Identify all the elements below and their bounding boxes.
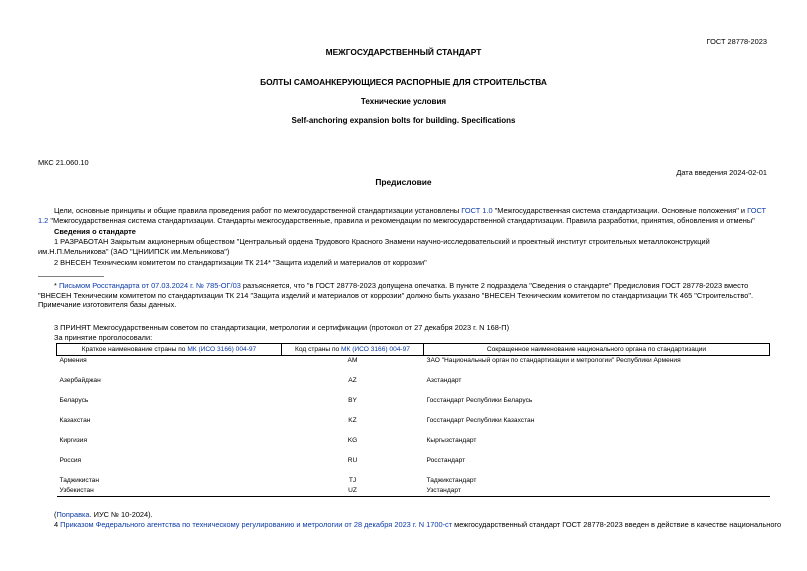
country-cell: Армения (59, 357, 87, 364)
gost-1-2-link[interactable]: ГОСТ 1.2 (38, 206, 767, 225)
footnote-star: * (54, 281, 59, 290)
column-header-standards-body: Сокращенное наименование национального органа по стандартизации (424, 344, 770, 356)
standards-body-cell: ЗАО "Национальный орган по стандартизации и метрологии" Республики Армения (426, 357, 681, 364)
mk-iso-link[interactable]: МК (ИСО 3166) 004-97 (341, 346, 410, 353)
rosstandart-letter-link[interactable]: Письмом Росстандарта от 07.03.2024 г. № 785-ОГ/03 (58, 281, 241, 290)
country-cell: Казахстан (59, 417, 91, 424)
table-row (57, 416, 770, 436)
code-cell: BY (348, 397, 357, 404)
standards-body-cell: Росстандарт (426, 457, 466, 464)
p1-text-b: "Межгосударственная система стандартизации. Основные положения" и (492, 206, 748, 215)
column-header-country: Краткое наименование страны по МК (ИСО 3166) 004-97 (57, 344, 282, 356)
item-2-submitted: 2 ВНЕСЕН Техническим комитетом по стандартизации ТК 214* "Защита изделий и материалов от коррозии" (54, 258, 427, 267)
table-row (57, 396, 770, 416)
standards-body-cell: Госстандарт Республики Беларусь (426, 397, 533, 404)
table-row (57, 476, 770, 486)
voted-label: За принятие проголосовали: (54, 333, 153, 342)
paragraph-principles (38, 206, 770, 225)
document-title: БОЛТЫ САМОАНКЕРУЮЩИЕСЯ РАСПОРНЫЕ ДЛЯ СТРОИТЕЛЬСТВА (260, 77, 547, 87)
introduction-date: Дата введения 2024-02-01 (676, 168, 767, 177)
table-header-row (57, 344, 770, 356)
table-row (57, 456, 770, 476)
amendment-note (38, 510, 786, 520)
code-cell: AM (347, 357, 358, 364)
document-subtitle: Технические условия (360, 97, 447, 106)
country-cell: Таджикистан (59, 477, 99, 484)
footnote-text: разъясняется, что "в ГОСТ 28778-2023 допущена опечатка. В пункте 2 подраздела "Сведения о стандарте" Предисловия ГОСТ 28778-2023 вместо "ВНЕСЕН Техническим комитетом по стандартизации ТК 214 "Защита изделий и материалов от коррозии" должно быть указано "ВНЕСЕН Техническим комитетом по стандартизации ТК 465 "Строительство". Примечание изготовителя базы данных. (38, 281, 753, 310)
standards-body-cell: Азстандарт (426, 377, 462, 384)
rosstandart-order-link[interactable]: Приказом Федерального агентства по техническому регулированию и метрологии от 28 декабря 2023 г. N 1700-ст (60, 520, 453, 529)
country-cell: Киргизия (59, 437, 88, 444)
country-cell: Узбекистан (57, 486, 282, 497)
country-cell: Беларусь (59, 397, 89, 404)
mk-iso-link[interactable]: МК (ИСО 3166) 004-97 (187, 346, 257, 353)
standards-body-cell: Госстандарт Республики Казахстан (426, 417, 535, 424)
item-4-order (38, 520, 786, 530)
amendment-link[interactable]: Поправка (56, 510, 90, 519)
code-cell: AZ (348, 377, 357, 384)
item-1-developed: 1 РАЗРАБОТАН Закрытым акционерным обществом "Центральный ордена Трудового Красного Знамени научно-исследовательский и проектный институт строительных металлоконструкций им.Н.П.Мельникова" (ЗАО "ЦНИИПСК им.Мельникова") (38, 237, 710, 256)
gost-1-0-link[interactable]: ГОСТ 1.0 (461, 206, 493, 215)
standards-body-cell: Кыргызстандарт (426, 437, 477, 444)
column-header-code: Код страны по МК (ИСО 3166) 004-97 (282, 344, 424, 356)
code-cell: UZ (282, 486, 424, 497)
amendment-open-paren: ( (54, 510, 57, 519)
code-cell: RU (347, 457, 358, 464)
country-cell: Азербайджан (59, 377, 101, 384)
item-4-text: межгосударственный стандарт ГОСТ 28778-2023 введен в действие в качестве национального (452, 520, 782, 529)
code-cell: TJ (348, 477, 357, 484)
mks-code: МКС 21.060.10 (38, 158, 89, 167)
amendment-text: . ИУС № 10-2024). (89, 510, 153, 519)
standards-body-cell: Узстандарт (424, 486, 770, 497)
footnote (38, 281, 770, 310)
table-row (57, 356, 770, 377)
table-row (57, 486, 770, 497)
item-4-number: 4 (54, 520, 61, 529)
table-row (57, 436, 770, 456)
info-heading: Сведения о стандарте (54, 227, 136, 236)
section-title: Предисловие (375, 177, 432, 187)
item-3-adopted: 3 ПРИНЯТ Межгосударственным советом по стандартизации, метрологии и сертификации (протокол от 27 декабря 2023 г. N 168-П) (54, 323, 510, 332)
p1-text-c: "Межгосударственная система стандартизации. Стандарты межгосударственные, правила и рекомендации по межгосударственной стандартизации. Правила разработки, принятия, обновления и отмены" (48, 215, 755, 225)
table-row (57, 376, 770, 396)
document-title-english: Self-anchoring expansion bolts for building. Specifications (291, 116, 516, 125)
standards-body-cell: Таджикстандарт (426, 477, 477, 484)
code-cell: KZ (348, 417, 357, 424)
p1-text-a: Цели, основные принципы и общие правила проведения работ по межгосударственной стандартизации установлены (54, 206, 462, 215)
interstate-standard-label: МЕЖГОСУДАРСТВЕННЫЙ СТАНДАРТ (325, 47, 482, 57)
footnote-divider (38, 276, 104, 277)
code-cell: KG (347, 437, 358, 444)
countries-table (56, 343, 770, 497)
gost-number: ГОСТ 28778-2023 (706, 37, 767, 46)
country-cell: Россия (59, 457, 82, 464)
